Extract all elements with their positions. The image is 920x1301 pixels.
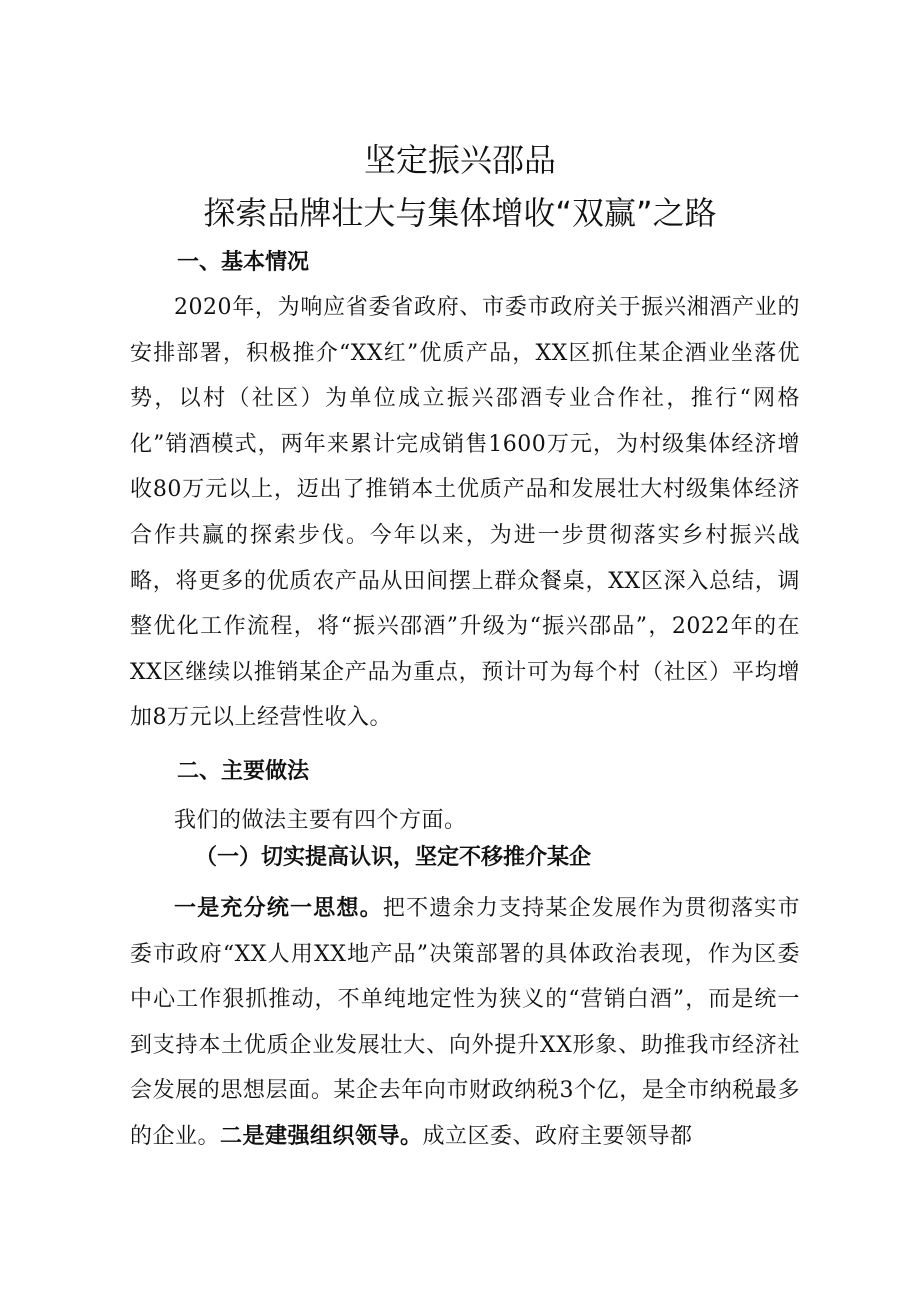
subsection-heading-1: （一）切实提高认识，坚定不移推介某企 bbox=[195, 845, 592, 870]
subsection-1-paragraph bbox=[130, 886, 800, 1160]
point-2-text: 成立区委、政府主要领导都 bbox=[422, 1123, 693, 1149]
point-1-text: 把不遗余力支持某企发展作为贯彻落实市委市政府“XX人用XX地产品”决策部署的具体政治表现，作为区委中心工作狠抓推动，不单纯地定性为狭义的“营销白酒”，而是统一到支持本土优质企业发展壮大、向外提升XX形象、助推我市经济社会发展的思想层面。某企去年向市财政纳税3个亿，是全市纳税最多的企业。 bbox=[130, 896, 800, 1149]
point-2-lead: 二是建强组织领导。 bbox=[220, 1123, 423, 1149]
section-heading-basic-situation: 一、基本情况 bbox=[177, 250, 310, 275]
basic-situation-paragraph: 2020年，为响应省委省政府、市委市政府关于振兴湘酒产业的安排部署，积极推介“XX红”优质产品，XX区抓住某企酒业坐落优势，以村（社区）为单位成立振兴邵酒专业合作社，推行“网格化”销酒模式，两年来累计完成销售1600万元，为村级集体经济增收80万元以上，迈出了推销本土优质产品和发展壮大村级集体经济合作共赢的探索步伐。今年以来，为进一步贯彻落实乡村振兴战略，将更多的优质农产品从田间摆上群众餐桌，XX区深入总结，调整优化工作流程，将“振兴邵酒”升级为“振兴邵品”，2022年的在XX区继续以推销某企产品为重点，预计可为每个村（社区）平均增加8万元以上经营性收入。 bbox=[130, 295, 800, 731]
section-heading-main-practices: 二、主要做法 bbox=[177, 759, 310, 784]
document-subtitle: 探索品牌壮大与集体增收“双赢”之路 bbox=[203, 194, 717, 232]
document-title: 坚定振兴邵品 bbox=[363, 141, 556, 179]
main-practices-intro: 我们的做法主要有四个方面。 bbox=[174, 808, 467, 833]
point-1-lead: 一是充分统一思想。 bbox=[174, 896, 383, 921]
